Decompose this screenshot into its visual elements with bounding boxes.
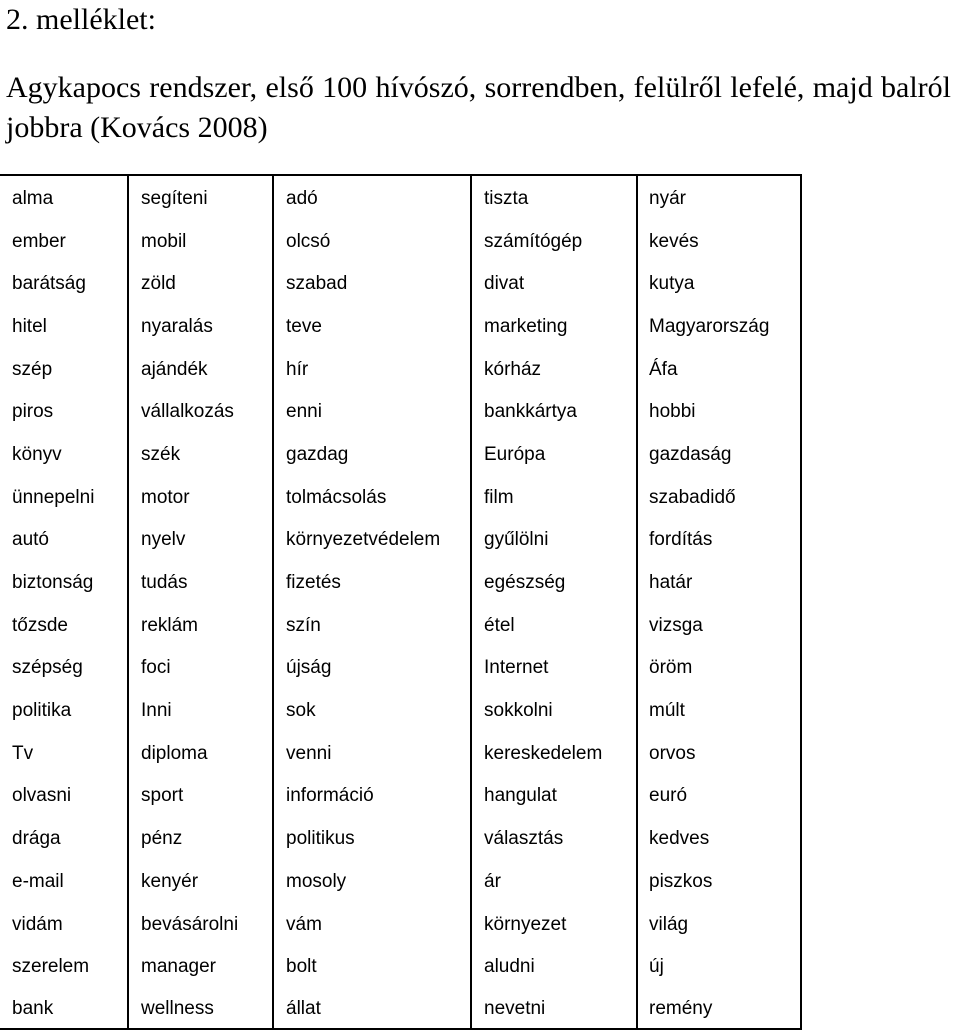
- table-row: [0, 773, 801, 816]
- table-cell: adó: [273, 175, 471, 218]
- table-cell: motor: [128, 474, 273, 517]
- table-cell: világ: [649, 913, 689, 935]
- table-cell: hitel: [0, 303, 128, 346]
- cue-word-table: [0, 174, 802, 1030]
- table-cell: mobil: [128, 218, 273, 261]
- table-cell: új: [649, 956, 664, 978]
- table-cell: sport: [128, 773, 273, 816]
- table-cell: nyár: [649, 188, 686, 210]
- table-cell: hangulat: [471, 773, 637, 816]
- table-cell: szék: [128, 431, 273, 474]
- table-cell: Áfa: [649, 358, 678, 380]
- table-cell: olcsó: [273, 218, 471, 261]
- table-row: [0, 687, 801, 730]
- table-cell: mosoly: [273, 858, 471, 901]
- table-cell: kórház: [471, 346, 637, 389]
- table-cell: barátság: [0, 260, 128, 303]
- table-cell: foci: [128, 645, 273, 688]
- table-cell: választás: [471, 815, 637, 858]
- table-cell: kenyér: [128, 858, 273, 901]
- table-cell: orvos: [649, 742, 696, 764]
- table-cell: ünnepelni: [0, 474, 128, 517]
- table-cell: gazdag: [273, 431, 471, 474]
- table-row: [0, 602, 801, 645]
- table-cell: tiszta: [471, 175, 637, 218]
- table-cell: szerelem: [0, 943, 128, 986]
- table-cell: zöld: [128, 260, 273, 303]
- annex-heading: 2. melléklet:: [6, 3, 156, 36]
- table-cell: ár: [471, 858, 637, 901]
- table-cell: ajándék: [128, 346, 273, 389]
- table-cell: környezet: [471, 901, 637, 944]
- table-cell: szépség: [0, 645, 128, 688]
- table-cell: nevetni: [471, 986, 637, 1029]
- table-cell: öröm: [649, 657, 693, 679]
- table-cell: vidám: [0, 901, 128, 944]
- table-cell: vállalkozás: [128, 388, 273, 431]
- table-cell: wellness: [128, 986, 273, 1029]
- table-cell: szép: [0, 346, 128, 389]
- table-row: [0, 858, 801, 901]
- table-cell: sok: [273, 687, 471, 730]
- table-cell: pénz: [128, 815, 273, 858]
- table-cell: étel: [471, 602, 637, 645]
- table-cell: marketing: [471, 303, 637, 346]
- table-row: [0, 730, 801, 773]
- table-cell: ember: [0, 218, 128, 261]
- table-cell: manager: [128, 943, 273, 986]
- table-cell: divat: [471, 260, 637, 303]
- table-cell: bolt: [273, 943, 471, 986]
- table-row: [0, 901, 801, 944]
- table-cell: tudás: [128, 559, 273, 602]
- table-cell: diploma: [128, 730, 273, 773]
- table-cell: Európa: [471, 431, 637, 474]
- table-cell: hír: [273, 346, 471, 389]
- table-cell: vizsga: [649, 614, 703, 636]
- table-cell: bank: [0, 986, 128, 1029]
- table-cell: könyv: [0, 431, 128, 474]
- table-cell: egészség: [471, 559, 637, 602]
- table-cell: film: [471, 474, 637, 517]
- table-cell: segíteni: [128, 175, 273, 218]
- table-cell: gazdaság: [649, 443, 732, 465]
- table-cell: állat: [273, 986, 471, 1029]
- table-cell: e-mail: [0, 858, 128, 901]
- table-cell: piszkos: [649, 870, 713, 892]
- table-cell: aludni: [471, 943, 637, 986]
- table-row: [0, 218, 801, 261]
- table-cell: remény: [649, 998, 713, 1020]
- table-cell: környezetvédelem: [273, 517, 471, 560]
- table-cell: szabad: [273, 260, 471, 303]
- table-cell: venni: [273, 730, 471, 773]
- table-cell: kedves: [649, 828, 710, 850]
- table-cell: teve: [273, 303, 471, 346]
- table-cell: olvasni: [0, 773, 128, 816]
- table-row: [0, 474, 801, 517]
- table-cell: bankkártya: [471, 388, 637, 431]
- table-cell: szín: [273, 602, 471, 645]
- table-cell: információ: [273, 773, 471, 816]
- cue-word-table-body: [0, 175, 801, 1029]
- table-row: [0, 815, 801, 858]
- table-cell: bevásárolni: [128, 901, 273, 944]
- table-cell: vám: [273, 901, 471, 944]
- table-cell: fordítás: [649, 529, 713, 551]
- table-row: [0, 346, 801, 389]
- table-cell: nyelv: [128, 517, 273, 560]
- table-cell: kevés: [649, 230, 699, 252]
- table-cell: politika: [0, 687, 128, 730]
- table-cell: nyaralás: [128, 303, 273, 346]
- table-row: [0, 260, 801, 303]
- table-row: [0, 431, 801, 474]
- table-cell: hobbi: [649, 401, 696, 423]
- table-row: [0, 645, 801, 688]
- table-cell: autó: [0, 517, 128, 560]
- table-cell: alma: [0, 175, 128, 218]
- document-subtitle: Agykapocs rendszer, első 100 hívószó, sorrendben, felülről lefelé, majd balról jobbra (Kovács 2008): [6, 71, 951, 144]
- table-cell: határ: [649, 572, 693, 594]
- table-row: [0, 559, 801, 602]
- table-cell: euró: [649, 785, 688, 807]
- table-cell: számítógép: [471, 218, 637, 261]
- table-cell: újság: [273, 645, 471, 688]
- table-row: [0, 517, 801, 560]
- table-cell: Tv: [0, 730, 128, 773]
- table-row: [0, 943, 801, 986]
- table-row: [0, 175, 801, 218]
- table-cell: kutya: [649, 273, 695, 295]
- table-cell: piros: [0, 388, 128, 431]
- table-cell: drága: [0, 815, 128, 858]
- table-cell: gyűlölni: [471, 517, 637, 560]
- table-cell: múlt: [649, 700, 685, 722]
- table-cell: tolmácsolás: [273, 474, 471, 517]
- table-cell: Inni: [128, 687, 273, 730]
- table-row: [0, 388, 801, 431]
- table-cell: sokkolni: [471, 687, 637, 730]
- table-cell: kereskedelem: [471, 730, 637, 773]
- table-cell: szabadidő: [649, 486, 736, 508]
- table-cell: tőzsde: [0, 602, 128, 645]
- table-cell: enni: [273, 388, 471, 431]
- table-cell: biztonság: [0, 559, 128, 602]
- table-row: [0, 303, 801, 346]
- table-row: [0, 986, 801, 1029]
- table-cell: Internet: [471, 645, 637, 688]
- table-cell: Magyarország: [649, 315, 770, 337]
- table-cell: politikus: [273, 815, 471, 858]
- table-cell: reklám: [128, 602, 273, 645]
- table-cell: fizetés: [273, 559, 471, 602]
